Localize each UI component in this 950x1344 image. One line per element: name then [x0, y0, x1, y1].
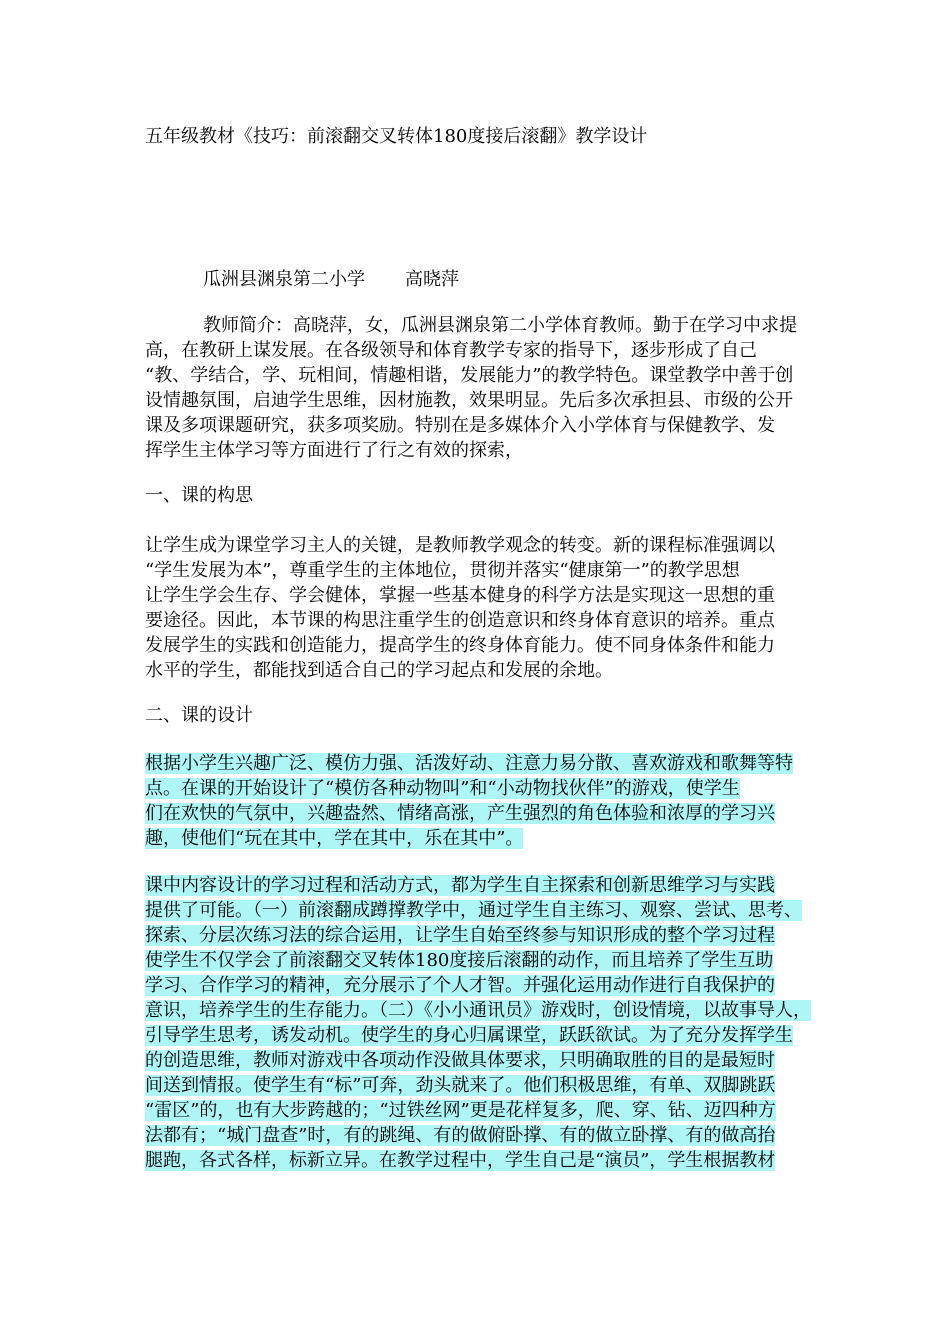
teacher-bio — [145, 313, 810, 463]
paragraph-line: 发展学生的实践和创造能力，提高学生的终身体育能力。使不同身体条件和能力 — [145, 635, 775, 656]
highlighted-line: 趣，使他们“玩在其中，学在其中，乐在其中”。 — [145, 828, 524, 849]
highlighted-line: 们在欢快的气氛中，兴趣盎然、情绪高涨，产生强烈的角色体验和浓厚的学习兴 — [145, 803, 775, 824]
highlighted-line: 间送到情报。使学生有“标”可奔，劲头就来了。他们积极思维，有单、双脚跳跃 — [145, 1075, 776, 1096]
highlighted-line: 学习、合作学习的精神，充分展示了个人才智。并强化运用动作进行自我保护的 — [145, 975, 775, 996]
highlighted-line: 课中内容设计的学习过程和活动方式，都为学生自主探索和创新思维学习与实践 — [145, 875, 775, 896]
section-heading-design: 二、课的设计 — [145, 705, 253, 726]
bio-line: 教师简介：高晓萍，女，瓜洲县渊泉第二小学体育教师。勤于在学习中求提 — [203, 315, 797, 336]
design-paragraph-1 — [145, 751, 810, 851]
highlighted-line: 点。在课的开始设计了“模仿各种动物叫”和“小动物找伙伴”的游戏，使学生 — [145, 778, 740, 799]
paragraph-line: 要途径。因此，本节课的构思注重学生的创造意识和终身体育意识的培养。重点 — [145, 610, 775, 631]
section-concept-body — [145, 533, 810, 683]
highlighted-line: 根据小学生兴趣广泛、模仿力强、活泼好动、注意力易分散、喜欢游戏和歌舞等特 — [145, 753, 793, 774]
highlighted-line: 法都有；“城门盘查”时，有的跳绳、有的做俯卧撑、有的做立卧撑、有的做高抬 — [145, 1125, 776, 1146]
bio-line: 课及多项课题研究，获多项奖励。特别在是多媒体介入小学体育与保健教学、发 — [145, 415, 775, 436]
school-name: 瓜洲县渊泉第二小学 — [203, 269, 365, 290]
paragraph-line: “学生发展为本”，尊重学生的主体地位，贯彻并落实“健康第一”的教学思想 — [145, 560, 740, 581]
highlighted-line: 腿跑，各式各样，标新立异。在教学过程中，学生自己是“演员”，学生根据教材 — [145, 1150, 776, 1171]
bio-line: 设情趣氛围，启迪学生思维，因材施教，效果明显。先后多次承担县、市级的公开 — [145, 390, 793, 411]
design-paragraph-2 — [145, 873, 810, 1173]
highlighted-line: 使学生不仅学会了前滚翻交叉转体180度接后滚翻的动作，而且培养了学生互助 — [145, 950, 774, 971]
bio-line: 高，在教研上谋发展。在各级领导和体育教学专家的指导下，逐步形成了自己 — [145, 340, 757, 361]
bio-line: 挥学生主体学习等方面进行了行之有效的探索， — [145, 440, 523, 461]
highlighted-line: 探索、分层次练习法的综合运用，让学生自始至终参与知识形成的整个学习过程 — [145, 925, 775, 946]
paragraph-line: 让学生成为课堂学习主人的关键，是教师教学观念的转变。新的课程标准强调以 — [145, 535, 775, 556]
highlighted-line: 提供了可能。（一）前滚翻成蹲撑教学中，通过学生自主练习、观察、尝试、思考、 — [145, 900, 802, 921]
author-name: 高晓萍 — [405, 269, 459, 290]
highlighted-line: 的创造思维，教师对游戏中各项动作没做具体要求，只明确取胜的目的是最短时 — [145, 1050, 775, 1071]
paragraph-line: 让学生学会生存、学会健体，掌握一些基本健身的科学方法是实现这一思想的重 — [145, 585, 775, 606]
highlighted-line: “雷区”的，也有大步跨越的；“过铁丝网”更是花样复多，爬、穿、钻、迈四种方 — [145, 1100, 776, 1121]
highlighted-line: 意识，培养学生的生存能力。（二）《小小通讯员》游戏时，创设情境，以故事导人， — [145, 1000, 811, 1021]
author-line — [203, 267, 459, 293]
bio-line: “教、学结合，学、玩相间，情趣相谐，发展能力”的教学特色。课堂教学中善于创 — [145, 365, 794, 386]
document-title: 五年级教材《技巧：前滚翻交叉转体180度接后滚翻》教学设计 — [145, 126, 648, 147]
section-heading-concept: 一、课的构思 — [145, 485, 253, 506]
paragraph-line: 水平的学生，都能找到适合自己的学习起点和发展的余地。 — [145, 660, 613, 681]
highlighted-line: 引导学生思考，诱发动机。使学生的身心归属课堂，跃跃欲试。为了充分发挥学生 — [145, 1025, 793, 1046]
